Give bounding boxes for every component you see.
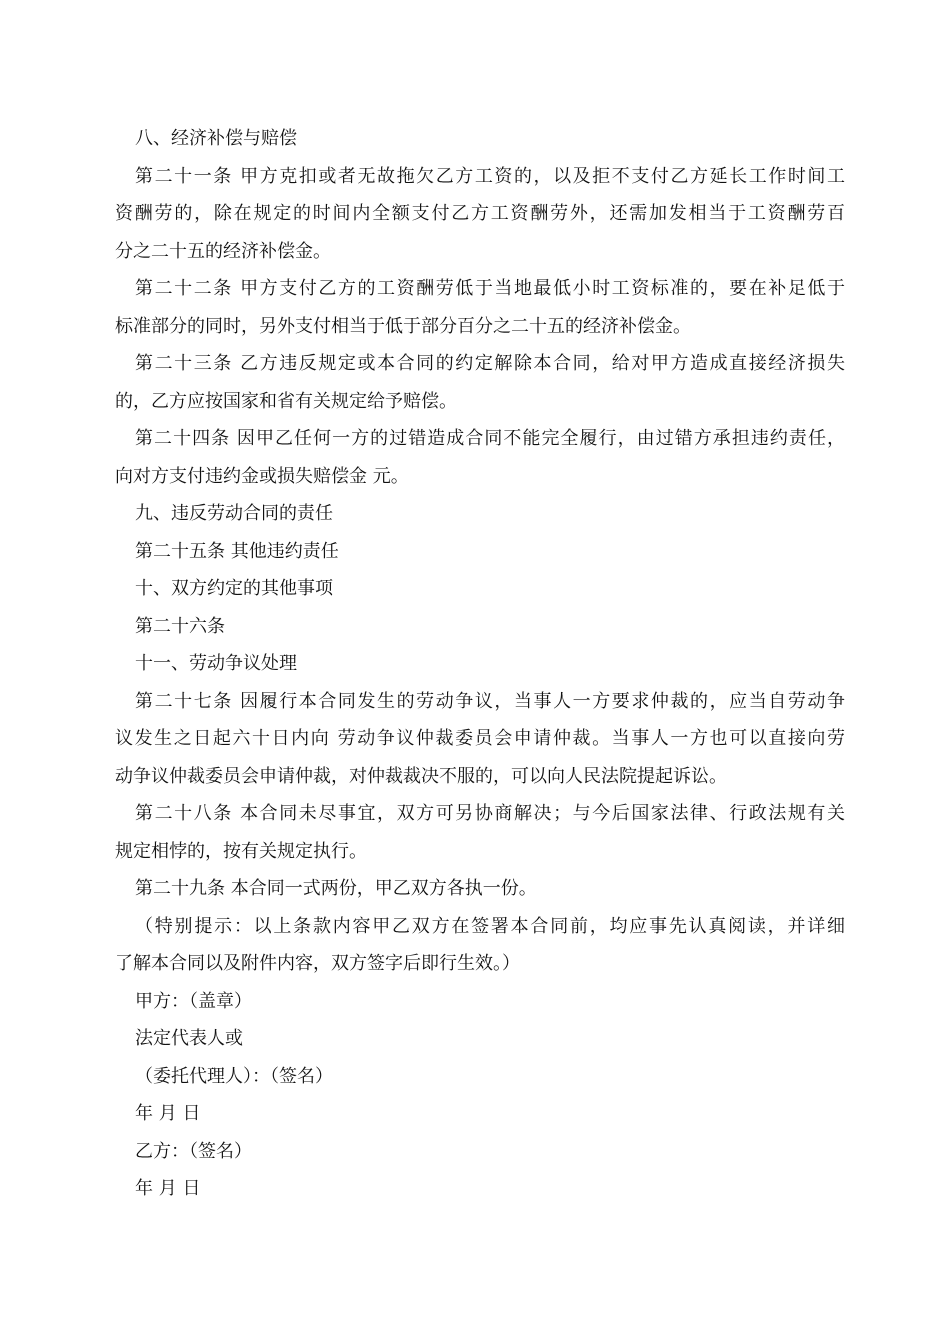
document-line: 八、经济补偿与赔偿 <box>135 128 297 149</box>
document-line: 第二十二条 甲方支付乙方的工资酬劳低于当地最低小时工资标准的，要在补足低于 <box>135 278 845 299</box>
document-line: 乙方：（签名） <box>135 1140 252 1162</box>
document-body <box>115 120 845 1208</box>
document-line: 第二十七条 因履行本合同发生的劳动争议，当事人一方要求仲裁的，应当自劳动争 <box>135 690 845 712</box>
document-line: 标准部分的同时，另外支付相当于低于部分百分之二十五的经济补偿金。 <box>115 315 691 337</box>
document-line: 分之二十五的经济补偿金。 <box>115 240 331 262</box>
document-line: 十、双方约定的其他事项 <box>135 578 333 599</box>
document-line: 甲方：（盖章） <box>135 990 252 1012</box>
document-line: 议发生之日起六十日内向 劳动争议仲裁委员会申请仲裁。当事人一方也可以直接向劳 <box>115 728 845 749</box>
document-line: 第二十六条 <box>135 615 225 637</box>
document-line: 九、违反劳动合同的责任 <box>135 503 333 524</box>
document-line: 向对方支付违约金或损失赔偿金 元。 <box>115 465 409 487</box>
document-line: （委托代理人）：（签名） <box>135 1065 333 1087</box>
document-line: 法定代表人或 <box>135 1028 243 1049</box>
document-line: 第二十一条 甲方克扣或者无故拖欠乙方工资的，以及拒不支付乙方延长工作时间工 <box>135 165 845 187</box>
document-line: 资酬劳的，除在规定的时间内全额支付乙方工资酬劳外，还需加发相当于工资酬劳百 <box>115 203 845 224</box>
document-line: 第二十九条 本合同一式两份，甲乙双方各执一份。 <box>135 878 537 899</box>
document-line: 第二十四条 因甲乙任何一方的过错造成合同不能完全履行，由过错方承担违约责任， <box>135 428 845 449</box>
document-line: 年 月 日 <box>135 1103 201 1124</box>
document-line: 第二十三条 乙方违反规定或本合同的约定解除本合同，给对甲方造成直接经济损失 <box>135 353 845 374</box>
document-line: 第二十八条 本合同未尽事宜，双方可另协商解决；与今后国家法律、行政法规有关 <box>135 803 845 824</box>
document-line: 十一、劳动争议处理 <box>135 653 297 674</box>
document-line: 第二十五条 其他违约责任 <box>135 540 339 562</box>
document-line: （特别提示：以上条款内容甲乙双方在签署本合同前，均应事先认真阅读，并详细 <box>135 915 845 937</box>
document-line: 年 月 日 <box>135 1178 201 1199</box>
document-line: 动争议仲裁委员会申请仲裁，对仲裁裁决不服的，可以向人民法院提起诉讼。 <box>115 765 727 787</box>
document-line: 的，乙方应按国家和省有关规定给予赔偿。 <box>115 390 457 412</box>
document-line: 了解本合同以及附件内容，双方签字后即行生效。） <box>115 953 520 974</box>
document-line: 规定相悖的，按有关规定执行。 <box>115 840 367 862</box>
